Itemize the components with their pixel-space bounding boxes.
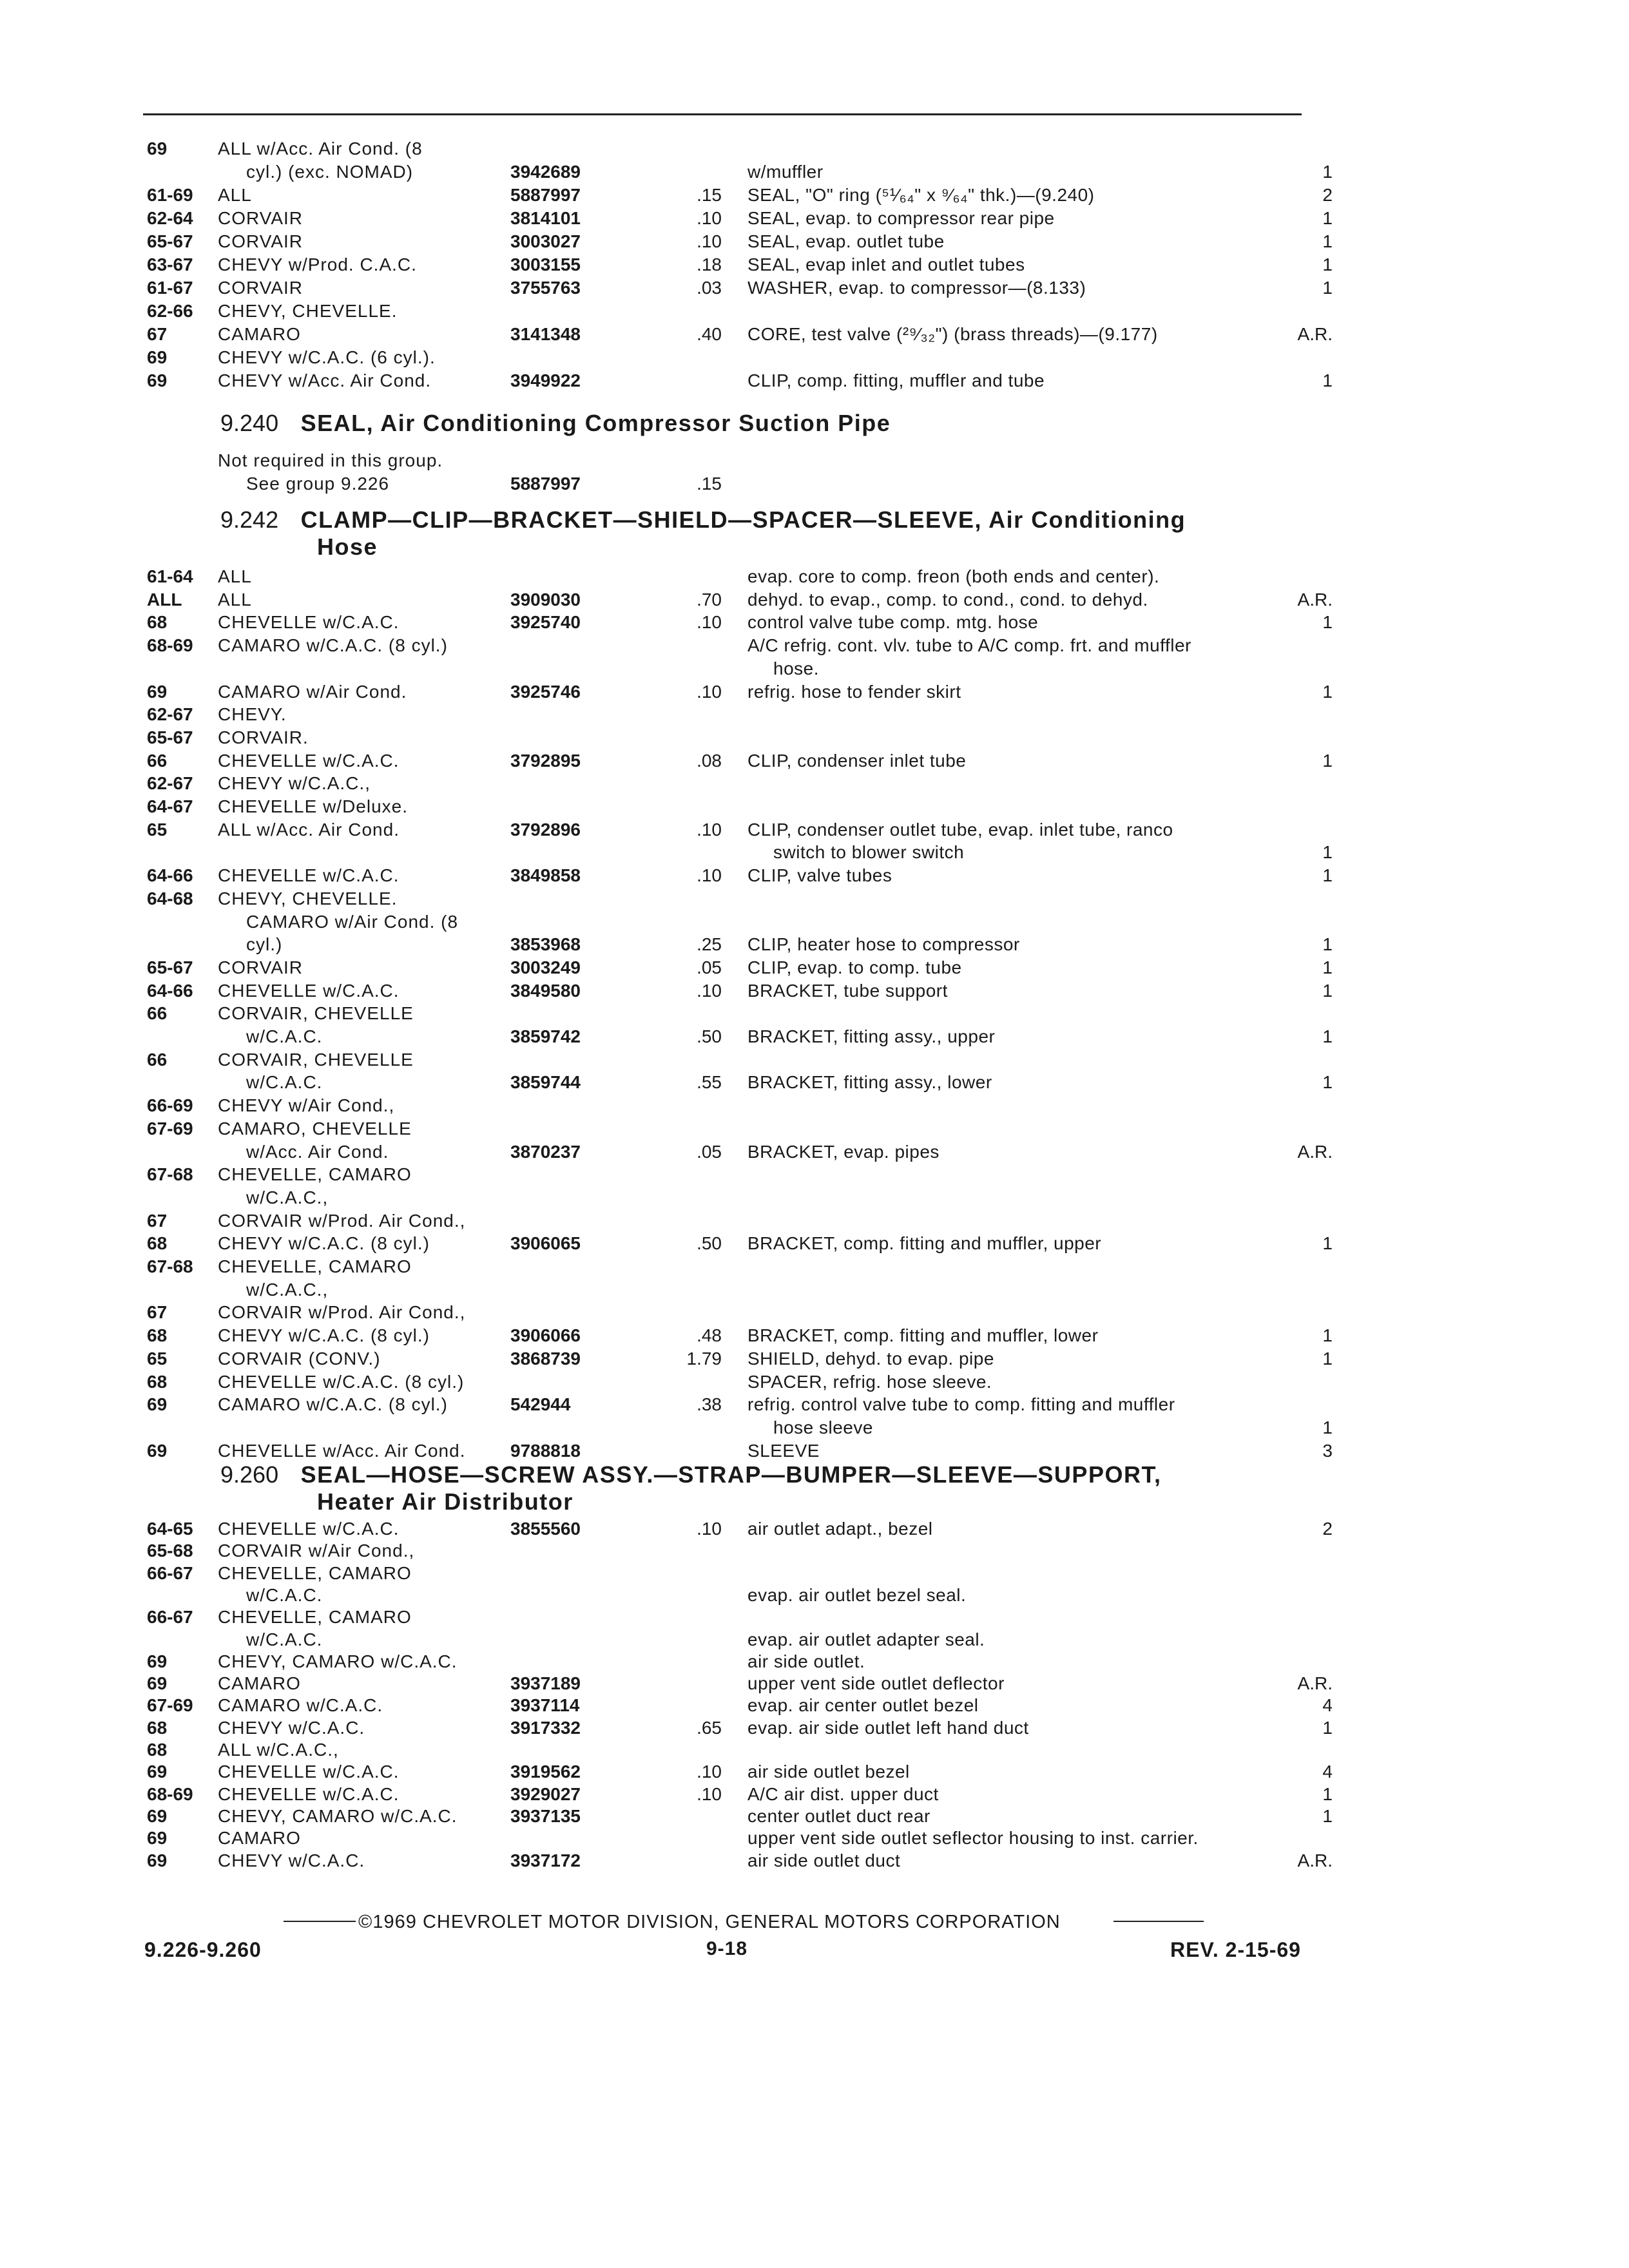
list-price: .10: [697, 612, 722, 633]
part-description: air side outlet.: [747, 1651, 865, 1671]
quantity: 1: [1322, 1072, 1333, 1093]
model-year: 64-65: [147, 1519, 193, 1539]
list-price: .25: [697, 934, 722, 955]
model-application: CAMARO: [218, 1673, 301, 1694]
model-application: CORVAIR: [218, 957, 303, 977]
model-application: CORVAIR w/Prod. Air Cond.,: [218, 1210, 466, 1231]
part-description: hose.: [773, 658, 819, 678]
model-application: Not required in this group.: [218, 450, 443, 470]
model-year: 66-69: [147, 1095, 193, 1116]
model-application: cyl.): [246, 934, 283, 955]
quantity: 1: [1322, 750, 1333, 771]
list-price: .03: [697, 278, 722, 298]
model-application: CHEVY w/Acc. Air Cond.: [218, 370, 432, 390]
list-price: .40: [697, 324, 722, 344]
model-year: 65-67: [147, 957, 193, 977]
model-year: 64-66: [147, 980, 193, 1001]
model-year: 67: [147, 1302, 168, 1323]
list-price: .65: [697, 1717, 722, 1738]
heading-title: CLAMP—CLIP—BRACKET—SHIELD—SPACER—SLEEVE, Air Conditioning: [300, 506, 1186, 533]
model-application: CHEVELLE, CAMARO: [218, 1256, 412, 1276]
part-number: 9788818: [510, 1440, 581, 1461]
quantity: 1: [1322, 980, 1333, 1001]
part-number: 542944: [510, 1394, 571, 1415]
heading-9260: [220, 1461, 1161, 1515]
heading-title-line2: Hose: [317, 533, 378, 560]
quantity: 1: [1322, 865, 1333, 886]
list-price: .18: [697, 255, 722, 274]
model-application: CAMARO w/C.A.C.: [218, 1695, 383, 1716]
model-application: ALL w/C.A.C.,: [218, 1740, 339, 1760]
list-price: .10: [697, 1519, 722, 1539]
model-application: CHEVY w/C.A.C. (6 cyl.).: [218, 347, 436, 367]
quantity: 1: [1322, 957, 1333, 977]
model-year: 69: [147, 1805, 168, 1826]
quantity: 1: [1322, 1805, 1333, 1826]
model-application: CORVAIR: [218, 278, 303, 298]
model-year: 64-68: [147, 888, 193, 908]
model-application: CORVAIR.: [218, 727, 309, 747]
part-description: evap. air outlet adapter seal.: [747, 1629, 985, 1649]
list-price: .10: [697, 1783, 722, 1804]
part-number: 3859744: [510, 1072, 581, 1093]
part-description: refrig. hose to fender skirt: [747, 681, 961, 702]
part-number: 3919562: [510, 1762, 581, 1782]
model-year: 62-67: [147, 704, 193, 725]
model-application: w/C.A.C.,: [246, 1187, 329, 1207]
model-year: ALL: [147, 589, 182, 610]
model-application: CHEVELLE, CAMARO: [218, 1562, 412, 1583]
model-year: 69: [147, 139, 168, 159]
list-price: .10: [697, 980, 722, 1001]
part-number: 3849580: [510, 980, 581, 1001]
model-application: CHEVELLE w/C.A.C.: [218, 865, 400, 886]
model-application: CAMARO w/C.A.C. (8 cyl.): [218, 1394, 448, 1415]
part-number: 3949922: [510, 370, 581, 390]
part-description: BRACKET, fitting assy., upper: [747, 1026, 996, 1046]
part-description: CLIP, comp. fitting, muffler and tube: [747, 370, 1045, 390]
part-number: 3937114: [510, 1695, 580, 1716]
part-number: 3849858: [510, 865, 581, 886]
model-year: 67: [147, 324, 168, 344]
model-year: 69: [147, 1651, 168, 1671]
list-price: 1.79: [686, 1348, 722, 1369]
model-year: 62-67: [147, 773, 193, 794]
model-year: 68: [147, 1371, 168, 1392]
part-number: 5887997: [510, 185, 581, 205]
part-description: BRACKET, comp. fitting and muffler, upper: [747, 1233, 1102, 1254]
list-price: .15: [697, 185, 722, 205]
quantity: A.R.: [1297, 324, 1333, 344]
part-description: BRACKET, evap. pipes: [747, 1141, 940, 1162]
model-year: 66: [147, 750, 168, 771]
part-description: SPACER, refrig. hose sleeve.: [747, 1371, 992, 1392]
model-application: CHEVY, CHEVELLE.: [218, 301, 398, 321]
model-application: CORVAIR (CONV.): [218, 1348, 381, 1369]
quantity: 1: [1322, 208, 1333, 228]
model-application: CHEVELLE w/C.A.C. (8 cyl.): [218, 1371, 465, 1392]
model-application: CHEVY, CAMARO w/C.A.C.: [218, 1651, 458, 1671]
part-number: 3141348: [510, 324, 581, 344]
part-description: BRACKET, comp. fitting and muffler, lower: [747, 1325, 1099, 1346]
model-application: w/C.A.C.: [246, 1584, 323, 1605]
model-year: 68: [147, 1717, 168, 1738]
list-price: .10: [697, 1762, 722, 1782]
quantity: 1: [1322, 1417, 1333, 1437]
part-description: switch to blower switch: [773, 842, 965, 863]
part-description: evap. air center outlet bezel: [747, 1695, 979, 1716]
model-year: 61-69: [147, 185, 193, 205]
part-number: 3942689: [510, 162, 581, 182]
part-number: 3814101: [510, 208, 581, 228]
model-year: 63-67: [147, 255, 193, 274]
quantity: 2: [1322, 185, 1333, 205]
model-application: CHEVY.: [218, 704, 287, 725]
model-application: CORVAIR, CHEVELLE: [218, 1003, 414, 1024]
model-application: w/C.A.C.: [246, 1629, 323, 1649]
part-description: refrig. control valve tube to comp. fitting and muffler: [747, 1394, 1175, 1415]
part-number: 3925746: [510, 681, 581, 702]
list-price: .08: [697, 750, 722, 771]
heading-title-line2: Heater Air Distributor: [317, 1488, 574, 1515]
model-application: ALL: [218, 185, 252, 205]
quantity: A.R.: [1297, 589, 1333, 610]
model-application: CHEVY, CAMARO w/C.A.C.: [218, 1805, 458, 1826]
model-application: CORVAIR w/Air Cond.,: [218, 1541, 415, 1561]
part-description: air side outlet bezel: [747, 1762, 910, 1782]
part-description: upper vent side outlet seflector housing to inst. carrier.: [747, 1828, 1199, 1849]
part-description: SEAL, "O" ring (⁵¹⁄₆₄" x ⁹⁄₆₄" thk.)—(9.240): [747, 185, 1095, 205]
quantity: 1: [1322, 612, 1333, 633]
heading-title: SEAL, Air Conditioning Compressor Suction Pipe: [300, 410, 891, 436]
model-application: CHEVY, CHEVELLE.: [218, 888, 398, 908]
model-year: 69: [147, 1850, 168, 1870]
part-description: BRACKET, fitting assy., lower: [747, 1072, 992, 1093]
model-application: CORVAIR: [218, 231, 303, 251]
list-price: .05: [697, 957, 722, 977]
model-year: 68-69: [147, 635, 193, 656]
model-application: CHEVELLE w/C.A.C.: [218, 1519, 400, 1539]
quantity: 3: [1322, 1440, 1333, 1461]
part-number: 3755763: [510, 278, 581, 298]
group-range: 9.226-9.260: [144, 1938, 262, 1961]
model-application: CHEVELLE w/C.A.C.: [218, 1762, 400, 1782]
model-application: CHEVY w/Prod. C.A.C.: [218, 255, 417, 274]
heading-9240: [220, 410, 891, 437]
part-description: SEAL, evap inlet and outlet tubes: [747, 255, 1025, 274]
quantity: 1: [1322, 681, 1333, 702]
part-description: BRACKET, tube support: [747, 980, 948, 1001]
model-application: CAMARO, CHEVELLE: [218, 1118, 412, 1139]
part-description: CLIP, valve tubes: [747, 865, 892, 886]
model-year: 62-64: [147, 208, 193, 228]
list-price: .50: [697, 1233, 722, 1254]
footer-rule-left: [284, 1921, 356, 1922]
model-year: 64-66: [147, 865, 193, 886]
part-description: SEAL, evap. to compressor rear pipe: [747, 208, 1055, 228]
model-application: CHEVELLE w/C.A.C.: [218, 750, 400, 771]
model-application: cyl.) (exc. NOMAD): [246, 162, 414, 182]
model-application: CHEVELLE w/C.A.C.: [218, 980, 400, 1001]
part-number: 3909030: [510, 589, 581, 610]
revision-date: REV. 2-15-69: [1170, 1938, 1301, 1961]
model-year: 67-69: [147, 1118, 193, 1139]
model-year: 69: [147, 347, 168, 367]
model-application: CHEVELLE, CAMARO: [218, 1607, 412, 1628]
part-number: 3855560: [510, 1519, 581, 1539]
page-number: 9-18: [706, 1938, 748, 1959]
part-description: evap. air outlet bezel seal.: [747, 1584, 967, 1605]
model-application: CHEVY w/Air Cond.,: [218, 1095, 395, 1116]
model-application: CORVAIR: [218, 208, 303, 228]
model-year: 62-66: [147, 301, 193, 321]
model-application: CHEVY w/C.A.C.: [218, 1717, 365, 1738]
model-application: w/C.A.C.,: [246, 1279, 329, 1300]
heading-number: 9.260: [220, 1461, 279, 1488]
quantity: 2: [1322, 1519, 1333, 1539]
part-description: air side outlet duct: [747, 1850, 901, 1870]
model-application: CHEVY w/C.A.C. (8 cyl.): [218, 1233, 430, 1254]
model-application: CORVAIR w/Prod. Air Cond.,: [218, 1302, 466, 1323]
part-description: CORE, test valve (²⁹⁄₃₂") (brass threads)—(9.177): [747, 324, 1158, 344]
quantity: 1: [1322, 1348, 1333, 1369]
quantity: 1: [1322, 278, 1333, 298]
quantity: 1: [1322, 231, 1333, 251]
quantity: 1: [1322, 255, 1333, 274]
model-year: 67: [147, 1210, 168, 1231]
quantity: 1: [1322, 1325, 1333, 1346]
part-number: 3937172: [510, 1850, 581, 1870]
model-year: 61-67: [147, 278, 193, 298]
quantity: 1: [1322, 1233, 1333, 1254]
model-year: 65-67: [147, 727, 193, 747]
part-description: w/muffler: [747, 162, 824, 182]
part-description: evap. air side outlet left hand duct: [747, 1717, 1029, 1738]
quantity: 1: [1322, 842, 1333, 863]
model-application: CHEVELLE w/C.A.C.: [218, 1783, 400, 1804]
list-price: .10: [697, 231, 722, 251]
quantity: 1: [1322, 1026, 1333, 1046]
model-year: 65-67: [147, 231, 193, 251]
part-number: 3859742: [510, 1026, 581, 1046]
part-number: 3906066: [510, 1325, 581, 1346]
part-description: CLIP, condenser inlet tube: [747, 750, 967, 771]
part-description: evap. core to comp. freon (both ends and center).: [747, 566, 1160, 586]
quantity: 1: [1322, 934, 1333, 955]
model-application: See group 9.226: [246, 474, 390, 494]
list-price: .55: [697, 1072, 722, 1093]
model-application: CHEVY w/C.A.C.: [218, 1850, 365, 1870]
part-number: 3003249: [510, 957, 581, 977]
top-rule: [143, 113, 1302, 115]
model-year: 65: [147, 819, 168, 840]
model-year: 69: [147, 1673, 168, 1694]
quantity: 1: [1322, 162, 1333, 182]
model-application: CAMARO w/Air Cond.: [218, 681, 407, 702]
model-year: 65-68: [147, 1541, 193, 1561]
quantity: 1: [1322, 370, 1333, 390]
part-description: center outlet duct rear: [747, 1805, 930, 1826]
part-number: 3937135: [510, 1805, 581, 1826]
part-number: 3003155: [510, 255, 581, 274]
part-description: control valve tube comp. mtg. hose: [747, 612, 1039, 633]
model-year: 67-68: [147, 1164, 193, 1185]
model-application: CHEVY w/C.A.C. (8 cyl.): [218, 1325, 430, 1346]
quantity: A.R.: [1297, 1673, 1333, 1694]
part-description: air outlet adapt., bezel: [747, 1519, 933, 1539]
model-application: CHEVELLE w/C.A.C.: [218, 612, 400, 633]
quantity: 1: [1322, 1783, 1333, 1804]
quantity: 1: [1322, 1717, 1333, 1738]
model-application: CHEVELLE w/Deluxe.: [218, 796, 409, 816]
model-application: CAMARO: [218, 1828, 301, 1849]
model-application: CAMARO w/C.A.C. (8 cyl.): [218, 635, 448, 656]
list-price: .05: [697, 1141, 722, 1162]
model-application: ALL w/Acc. Air Cond. (8: [218, 139, 423, 159]
part-description: dehyd. to evap., comp. to cond., cond. to dehyd.: [747, 589, 1148, 610]
model-year: 68: [147, 1740, 168, 1760]
part-number: 5887997: [510, 474, 581, 494]
copyright-notice: ©1969 CHEVROLET MOTOR DIVISION, GENERAL MOTORS CORPORATION: [358, 1912, 1061, 1932]
quantity: A.R.: [1297, 1141, 1333, 1162]
list-price: .15: [697, 474, 722, 494]
model-year: 66-67: [147, 1562, 193, 1583]
model-year: 66: [147, 1049, 168, 1070]
model-application: CAMARO w/Air Cond. (8: [246, 911, 459, 932]
part-number: 3917332: [510, 1717, 581, 1738]
model-year: 69: [147, 370, 168, 390]
model-year: 69: [147, 1440, 168, 1461]
part-number: 3792895: [510, 750, 581, 771]
model-year: 66: [147, 1003, 168, 1024]
part-number: 3792896: [510, 819, 581, 840]
list-price: .50: [697, 1026, 722, 1046]
model-year: 69: [147, 1828, 168, 1849]
part-description: SLEEVE: [747, 1440, 820, 1461]
model-application: w/C.A.C.: [246, 1026, 323, 1046]
list-price: .10: [697, 208, 722, 228]
list-price: .10: [697, 865, 722, 886]
model-year: 68: [147, 1325, 168, 1346]
list-price: .10: [697, 819, 722, 840]
model-year: 61-64: [147, 566, 193, 586]
part-number: 3868739: [510, 1348, 581, 1369]
model-year: 67-68: [147, 1256, 193, 1276]
model-year: 65: [147, 1348, 168, 1369]
model-year: 68: [147, 612, 168, 633]
part-description: SEAL, evap. outlet tube: [747, 231, 945, 251]
model-year: 66-67: [147, 1607, 193, 1628]
model-year: 69: [147, 681, 168, 702]
quantity: A.R.: [1297, 1850, 1333, 1870]
part-number: 3870237: [510, 1141, 581, 1162]
part-number: 3937189: [510, 1673, 581, 1694]
part-description: CLIP, condenser outlet tube, evap. inlet tube, ranco: [747, 819, 1173, 840]
model-year: 68: [147, 1233, 168, 1254]
model-application: CHEVY w/C.A.C.,: [218, 773, 371, 794]
part-number: 3929027: [510, 1783, 581, 1804]
list-price: .48: [697, 1325, 722, 1346]
list-price: .70: [697, 589, 722, 610]
part-description: CLIP, evap. to comp. tube: [747, 957, 962, 977]
heading-9242: [220, 506, 1186, 561]
model-year: 64-67: [147, 796, 193, 816]
model-application: ALL: [218, 589, 252, 610]
model-application: CHEVELLE, CAMARO: [218, 1164, 412, 1185]
heading-title: SEAL—HOSE—SCREW ASSY.—STRAP—BUMPER—SLEEVE—SUPPORT,: [300, 1461, 1162, 1488]
model-application: ALL: [218, 566, 252, 586]
part-number: 3906065: [510, 1233, 581, 1254]
part-number: 3003027: [510, 231, 581, 251]
part-description: A/C refrig. cont. vlv. tube to A/C comp. frt. and muffler: [747, 635, 1191, 656]
list-price: .10: [697, 681, 722, 702]
model-application: CAMARO: [218, 324, 301, 344]
model-application: ALL w/Acc. Air Cond.: [218, 819, 400, 840]
heading-number: 9.240: [220, 410, 279, 436]
part-description: CLIP, heater hose to compressor: [747, 934, 1020, 955]
model-year: 67-69: [147, 1695, 193, 1716]
footer-rule-right: [1113, 1921, 1204, 1922]
model-application: CHEVELLE w/Acc. Air Cond.: [218, 1440, 466, 1461]
quantity: 4: [1322, 1762, 1333, 1782]
model-application: CORVAIR, CHEVELLE: [218, 1049, 414, 1070]
model-year: 69: [147, 1762, 168, 1782]
quantity: 4: [1322, 1695, 1333, 1716]
part-description: SHIELD, dehyd. to evap. pipe: [747, 1348, 994, 1369]
model-application: w/Acc. Air Cond.: [246, 1141, 389, 1162]
part-description: hose sleeve: [773, 1417, 873, 1437]
part-description: A/C air dist. upper duct: [747, 1783, 939, 1804]
model-year: 69: [147, 1394, 168, 1415]
model-application: w/C.A.C.: [246, 1072, 323, 1093]
part-number: 3925740: [510, 612, 581, 633]
part-description: upper vent side outlet deflector: [747, 1673, 1005, 1694]
part-description: WASHER, evap. to compressor—(8.133): [747, 278, 1086, 298]
model-year: 68-69: [147, 1783, 193, 1804]
part-number: 3853968: [510, 934, 581, 955]
list-price: .38: [697, 1394, 722, 1415]
heading-number: 9.242: [220, 506, 279, 533]
